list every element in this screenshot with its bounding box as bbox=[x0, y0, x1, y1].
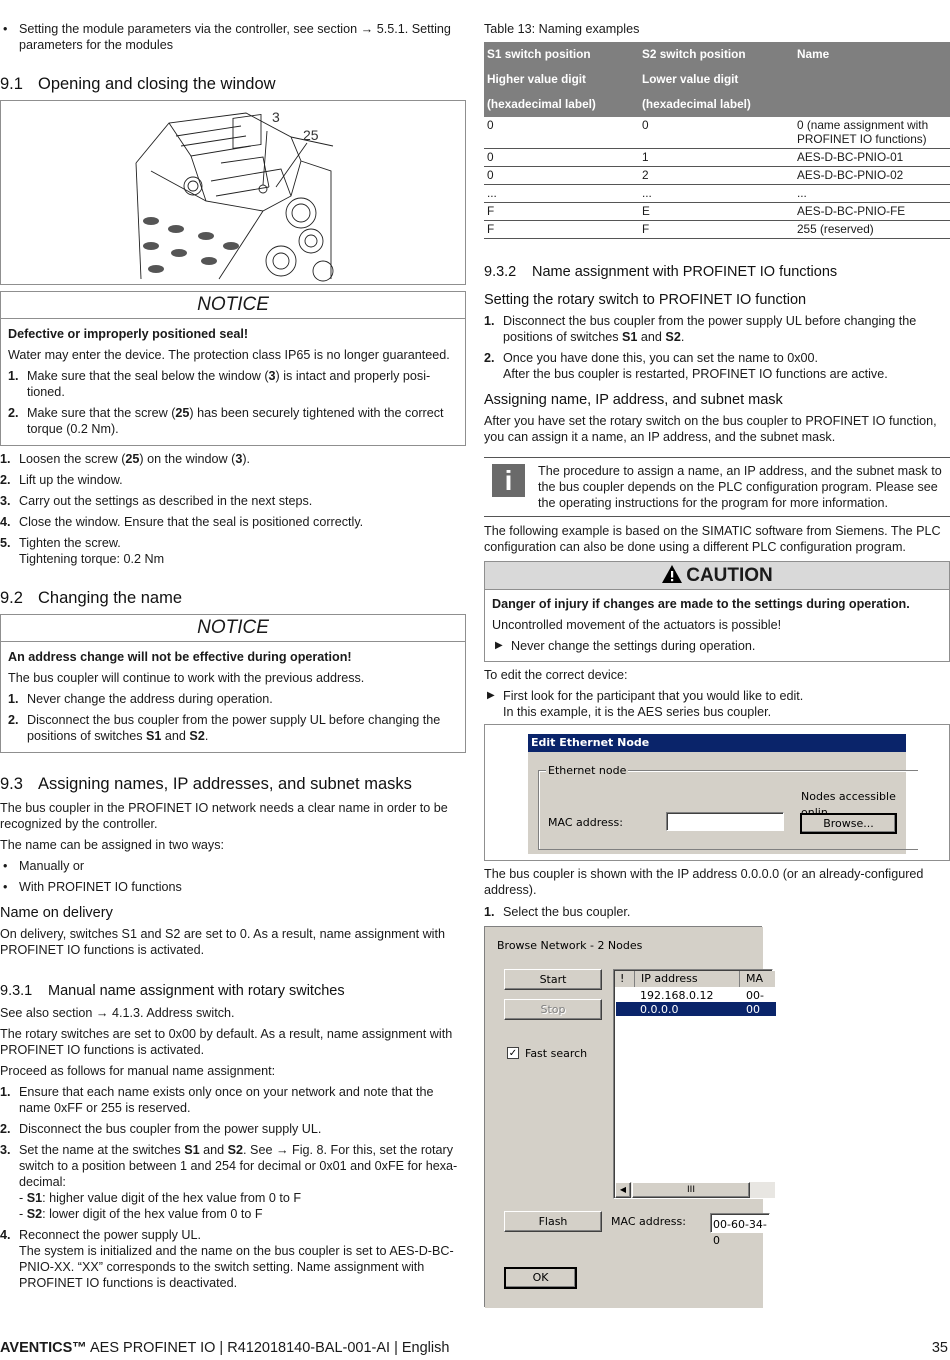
caution-label: CAUTION bbox=[686, 565, 773, 586]
dialog-title: Browse Network - 2 Nodes bbox=[497, 939, 643, 952]
callout-3: 3 bbox=[272, 109, 280, 125]
step-ref: S2 bbox=[227, 1143, 244, 1157]
notice-title: An address change will not be effective during operation! bbox=[8, 650, 352, 664]
table-header-row bbox=[484, 42, 950, 67]
scroll-thumb[interactable]: III bbox=[632, 1182, 750, 1198]
step-item bbox=[0, 472, 466, 488]
section-number: 9.3.2 bbox=[484, 264, 517, 280]
section-number: 9.2 bbox=[0, 589, 23, 607]
item-number: 1. bbox=[8, 692, 19, 706]
step-text: ) on the window ( bbox=[139, 452, 236, 466]
notice-text: Water may enter the device. The protection class IP65 is no longer guaranteed. bbox=[8, 348, 450, 362]
nodes-list[interactable] bbox=[613, 969, 773, 1199]
brand-name: AVENTICS™ bbox=[0, 1340, 87, 1356]
table-cell: 255 (reserved) bbox=[794, 221, 950, 239]
steps-list bbox=[0, 451, 466, 567]
table-row-selected[interactable] bbox=[616, 1002, 776, 1016]
caution-box bbox=[484, 561, 950, 662]
section-title: Manual name assignment with rotary switches bbox=[48, 983, 345, 999]
stop-button[interactable]: Stop bbox=[504, 999, 602, 1020]
mac-cell: 00- bbox=[746, 989, 764, 1002]
bullet-item bbox=[0, 879, 466, 895]
ok-button[interactable]: OK bbox=[504, 1267, 577, 1289]
step-text: Select the bus coupler. bbox=[503, 905, 631, 919]
warning-triangle-icon bbox=[661, 564, 683, 584]
notice-item bbox=[8, 712, 458, 744]
ip-address-cell: 0.0.0.0 bbox=[640, 1003, 679, 1016]
section-title: Changing the name bbox=[38, 589, 183, 607]
item-number: 1. bbox=[8, 369, 19, 383]
paragraph: The bus coupler in the PROFINET IO network needs a clear name in order to be recognized by the controller. bbox=[0, 801, 448, 831]
step-item bbox=[0, 493, 466, 509]
step-ref: S1 bbox=[622, 330, 638, 344]
step-text: Disconnect the bus coupler from the power supply UL. bbox=[19, 1122, 322, 1136]
step-text: Lift up the window. bbox=[19, 473, 123, 487]
step-text: : lower digit of the hex value from 0 to F bbox=[42, 1207, 263, 1221]
column-header[interactable]: ! bbox=[615, 971, 635, 987]
table-cell: E bbox=[639, 203, 794, 221]
item-text: . bbox=[204, 729, 209, 743]
table-cell: 1 bbox=[639, 149, 794, 167]
dialog-window bbox=[485, 927, 767, 1308]
list-header bbox=[615, 971, 775, 987]
item-text: Disconnect the bus coupler from the power supply UL before changing the positions of switches bbox=[27, 713, 441, 743]
caution-header bbox=[485, 562, 949, 590]
table-header-row bbox=[484, 67, 950, 92]
step-item bbox=[484, 313, 950, 345]
section-heading-9-2 bbox=[0, 588, 182, 608]
screenshot-browse-network bbox=[484, 926, 767, 1307]
action-arrow-icon: ▶ bbox=[495, 640, 503, 651]
notice-item bbox=[8, 691, 458, 707]
page-number: 35 bbox=[931, 1340, 948, 1356]
table-header-cell: Name bbox=[794, 42, 950, 67]
fast-search-label: Fast search bbox=[525, 1047, 588, 1060]
step-ref: S1 bbox=[26, 1191, 43, 1205]
paragraph: The following example is based on the SIMATIC software from Siemens. The PLC configuration can also be done using a different PLC configuration program. bbox=[484, 524, 941, 554]
mac-address-field[interactable]: 00-60-34-0 bbox=[710, 1213, 770, 1233]
step-result: Tightening torque: 0.2 Nm bbox=[19, 552, 165, 566]
table-header-cell: (hexadecimal label) bbox=[639, 92, 794, 117]
item-number: 2. bbox=[8, 406, 19, 420]
notice-box bbox=[0, 291, 466, 446]
step-text: Carry out the settings as described in the next steps. bbox=[19, 494, 313, 508]
step-item bbox=[0, 1227, 466, 1291]
item-number: 2. bbox=[8, 713, 19, 727]
right-column bbox=[484, 0, 950, 1284]
table-cell: ... bbox=[484, 185, 639, 203]
mac-address-label: MAC address: bbox=[548, 816, 623, 829]
table-cell: 0 bbox=[484, 167, 639, 185]
bullet-glyph: • bbox=[3, 880, 8, 894]
fast-search-checkbox[interactable]: ✓ bbox=[508, 1048, 518, 1059]
step-text: Once you have done this, you can set the name to 0x00. bbox=[503, 351, 819, 365]
section-heading-9-3 bbox=[0, 774, 412, 794]
bullet-glyph: • bbox=[3, 22, 8, 36]
section-heading-9-3-1 bbox=[0, 982, 345, 1000]
step-text: - bbox=[19, 1191, 27, 1205]
step-ref: S2 bbox=[26, 1207, 43, 1221]
notice-item bbox=[8, 405, 458, 437]
bullet-text: With PROFINET IO functions bbox=[19, 880, 182, 894]
paragraph: The name can be assigned in two ways: bbox=[0, 838, 225, 852]
step-item bbox=[484, 904, 950, 920]
section-title: Opening and closing the window bbox=[38, 75, 276, 93]
naming-table bbox=[484, 42, 950, 239]
scroll-left-icon[interactable]: ◀ bbox=[615, 1182, 631, 1198]
section-body-9-3-2 bbox=[484, 291, 950, 445]
action-result: In this example, it is the AES series bus coupler. bbox=[503, 705, 772, 719]
dialog-title: Edit Ethernet Node bbox=[528, 734, 906, 752]
table-header-cell: Lower value digit bbox=[639, 67, 794, 92]
step-item bbox=[484, 350, 950, 382]
info-icon: i bbox=[492, 464, 525, 497]
action-text: Never change the settings during operation. bbox=[511, 639, 756, 653]
horizontal-scrollbar[interactable] bbox=[615, 1182, 775, 1198]
step-text: . bbox=[680, 330, 685, 344]
column-header[interactable]: MA bbox=[746, 972, 764, 985]
table-cell: ... bbox=[639, 185, 794, 203]
table-row bbox=[484, 185, 950, 203]
step-text: Ensure that each name exists only once on your network and note that the name 0xFF or 255 is reserved. bbox=[19, 1085, 434, 1115]
table-cell: ... bbox=[794, 185, 950, 203]
table-caption: Table 13: Naming examples bbox=[484, 22, 640, 36]
step-item bbox=[0, 1121, 466, 1137]
table-header-cell bbox=[794, 67, 950, 92]
step-number: 3. bbox=[0, 494, 11, 508]
step-text: . See → Fig. 8. For this, set the rotary switch to a position between 1 and 254 for decimal or 0x01 and 0xFE for hexadecimal: bbox=[19, 1143, 458, 1189]
step-text: and bbox=[637, 330, 666, 344]
step-item bbox=[0, 1142, 466, 1222]
nodes-accessible-label: Nodes accessible bbox=[801, 790, 896, 803]
section-title: Name assignment with PROFINET IO functions bbox=[532, 264, 838, 280]
table-cell: 2 bbox=[639, 167, 794, 185]
step-number: 3. bbox=[0, 1143, 11, 1157]
step-number: 4. bbox=[0, 1228, 11, 1242]
caution-text: Uncontrolled movement of the actuators is possible! bbox=[492, 618, 782, 632]
paragraph: The rotary switches are set to 0x00 by default. As a result, name assignment with PROFINET IO functions is activated. bbox=[0, 1027, 453, 1057]
notice-header: NOTICE bbox=[1, 292, 465, 319]
step-text: - bbox=[19, 1207, 27, 1221]
column-header[interactable]: IP address bbox=[636, 971, 740, 987]
table-row bbox=[484, 117, 950, 149]
table-row bbox=[484, 167, 950, 185]
flash-button[interactable]: Flash bbox=[504, 1211, 602, 1232]
step-number: 1. bbox=[484, 314, 495, 328]
table-row bbox=[484, 149, 950, 167]
table-row bbox=[484, 203, 950, 221]
caution-title: Danger of injury if changes are made to the settings during operation. bbox=[492, 597, 910, 611]
step-number: 1. bbox=[0, 452, 11, 466]
table-cell: AES-D-BC-PNIO-FE bbox=[794, 203, 950, 221]
page-footer bbox=[0, 1339, 950, 1357]
step-item bbox=[0, 451, 466, 467]
left-column bbox=[0, 0, 466, 1290]
step-ref: S1 bbox=[184, 1143, 200, 1157]
item-ref: 3 bbox=[268, 369, 276, 383]
step-text: ). bbox=[242, 452, 251, 466]
table-cell: 0 (name assignment with PROFINET IO functions) bbox=[794, 117, 950, 149]
table-cell: F bbox=[484, 203, 639, 221]
step-number: 1. bbox=[0, 1085, 11, 1099]
table-header-cell: S1 switch position bbox=[484, 42, 639, 67]
paragraph: See also section → 4.1.3. Address switch. bbox=[0, 1006, 235, 1020]
section-heading-9-3-2 bbox=[484, 263, 837, 281]
step-item bbox=[0, 535, 466, 567]
mac-address-label: MAC address: bbox=[611, 1215, 686, 1228]
step-text: : higher value digit of the hex value from 0 to F bbox=[42, 1191, 302, 1205]
mac-address-input[interactable] bbox=[666, 812, 784, 831]
step-item bbox=[0, 1084, 466, 1116]
subheading: Name on delivery bbox=[0, 905, 113, 921]
step-number: 2. bbox=[484, 351, 495, 365]
table-header-cell: S2 switch position bbox=[639, 42, 794, 67]
step-text: Set the name at the switches bbox=[19, 1143, 185, 1157]
step-number: 4. bbox=[0, 515, 11, 529]
step-ref: 25 bbox=[125, 452, 140, 466]
start-button[interactable]: Start bbox=[504, 969, 602, 990]
screenshot-edit-ethernet-node bbox=[484, 724, 950, 861]
section-number: 9.1 bbox=[0, 75, 23, 93]
info-box bbox=[484, 457, 950, 517]
bullet-item bbox=[0, 858, 466, 874]
item-ref: 25 bbox=[175, 406, 190, 420]
step-number: 2. bbox=[0, 473, 11, 487]
item-text: ) is intact and properly positioned. bbox=[27, 369, 431, 399]
step-number: 2. bbox=[0, 1122, 11, 1136]
section-body-9-3-1 bbox=[0, 1005, 466, 1291]
step-result: After the bus coupler is restarted, PROFINET IO functions are active. bbox=[503, 367, 888, 381]
notice-text: The bus coupler will continue to work with the previous address. bbox=[8, 671, 365, 685]
table-header-cell bbox=[794, 92, 950, 117]
action-text: First look for the participant that you would like to edit. bbox=[503, 689, 804, 703]
table-header-cell: Higher value digit bbox=[484, 67, 639, 92]
table-cell: F bbox=[484, 221, 639, 239]
step-text: Loosen the screw ( bbox=[19, 452, 126, 466]
paragraph: After you have set the rotary switch on the bus coupler to PROFINET IO function, you can assign it a name, an IP address, and the subnet mask. bbox=[484, 414, 937, 444]
step-text: Close the window. Ensure that the seal is positioned correctly. bbox=[19, 515, 364, 529]
edit-instructions bbox=[484, 667, 950, 720]
step-text: Reconnect the power supply UL. bbox=[19, 1228, 202, 1242]
info-text: The procedure to assign a name, an IP address, and the subnet mask to the bus coupler depends on the PLC configuration program. Please see the operating instructions for the program for more information. bbox=[538, 464, 942, 510]
mac-cell: 00 bbox=[746, 1003, 760, 1016]
section-number: 9.3.1 bbox=[0, 983, 33, 999]
step-text: and bbox=[199, 1143, 228, 1157]
step-ref: S2 bbox=[665, 330, 681, 344]
paragraph: Proceed as follows for manual name assignment: bbox=[0, 1064, 276, 1078]
subheading: Assigning name, IP address, and subnet mask bbox=[484, 392, 783, 408]
bullet-text: Manually or bbox=[19, 859, 85, 873]
action-arrow-icon: ▶ bbox=[487, 690, 495, 701]
table-cell: 0 bbox=[484, 117, 639, 149]
paragraph: The bus coupler is shown with the IP address 0.0.0.0 (or an already-configured address). bbox=[484, 867, 924, 897]
notice-box bbox=[0, 614, 466, 753]
group-label: Ethernet node bbox=[548, 764, 627, 777]
item-text: ) has been securely tightened with the correct torque (0.2 Nm). bbox=[27, 406, 444, 436]
step-result: The system is initialized and the name on the bus coupler is set to AES-D-BC-PNIO-XX. “XX” corresponds to the switch setting. Name assignment with PROFINET IO functions is deactivated. bbox=[19, 1244, 454, 1290]
table-cell: 0 bbox=[639, 117, 794, 149]
table-cell: F bbox=[639, 221, 794, 239]
step-number: 1. bbox=[484, 905, 495, 919]
table-row[interactable] bbox=[640, 988, 780, 1002]
table-cell: AES-D-BC-PNIO-01 bbox=[794, 149, 950, 167]
paragraph: To edit the correct device: bbox=[484, 668, 628, 682]
table-row bbox=[484, 221, 950, 239]
item-ref: S2 bbox=[189, 729, 205, 743]
action-item bbox=[484, 688, 950, 720]
bus-coupler-illustration bbox=[1, 101, 465, 284]
step-number: 5. bbox=[0, 536, 11, 550]
step-text: Tighten the screw. bbox=[19, 536, 121, 550]
dialog-window bbox=[528, 734, 906, 854]
item-text: and bbox=[161, 729, 190, 743]
subheading: Setting the rotary switch to PROFINET IO function bbox=[484, 292, 807, 308]
footer-text: AES PROFINET IO | R412018140-BAL-001-AI | English bbox=[86, 1340, 450, 1356]
step-item bbox=[0, 514, 466, 530]
bullet-item bbox=[0, 21, 466, 53]
table-cell: 0 bbox=[484, 149, 639, 167]
device-figure bbox=[0, 100, 466, 285]
section-number: 9.3 bbox=[0, 775, 23, 793]
notice-title: Defective or improperly positioned seal! bbox=[8, 327, 249, 341]
section-body-9-3 bbox=[0, 800, 466, 958]
callout-25: 25 bbox=[303, 127, 319, 143]
section-heading-9-1 bbox=[0, 74, 276, 94]
step-ref: 3 bbox=[235, 452, 243, 466]
section-title: Assigning names, IP addresses, and subnet masks bbox=[38, 775, 412, 793]
ip-address-cell: 192.168.0.12 bbox=[640, 989, 714, 1002]
item-text: Make sure that the screw ( bbox=[27, 406, 176, 420]
item-text: Never change the address during operation. bbox=[27, 692, 273, 706]
table-header-row bbox=[484, 92, 950, 117]
table-cell: AES-D-BC-PNIO-02 bbox=[794, 167, 950, 185]
notice-item bbox=[8, 368, 458, 400]
item-ref: S1 bbox=[146, 729, 162, 743]
step-text: Disconnect the bus coupler from the power supply UL before changing the positions of switches bbox=[503, 314, 917, 344]
notice-header: NOTICE bbox=[1, 615, 465, 642]
bullet-glyph: • bbox=[3, 859, 8, 873]
table-header-cell: (hexadecimal label) bbox=[484, 92, 639, 117]
paragraph: On delivery, switches S1 and S2 are set to 0. As a result, name assignment with PROFINET IO functions is activated. bbox=[0, 927, 445, 957]
browse-button[interactable]: Browse... bbox=[800, 813, 897, 834]
bullet-text: Setting the module parameters via the controller, see section → 5.5.1. Setting parameters for the modules bbox=[19, 22, 451, 52]
caution-action bbox=[492, 638, 942, 654]
item-text: Make sure that the seal below the window ( bbox=[27, 369, 269, 383]
